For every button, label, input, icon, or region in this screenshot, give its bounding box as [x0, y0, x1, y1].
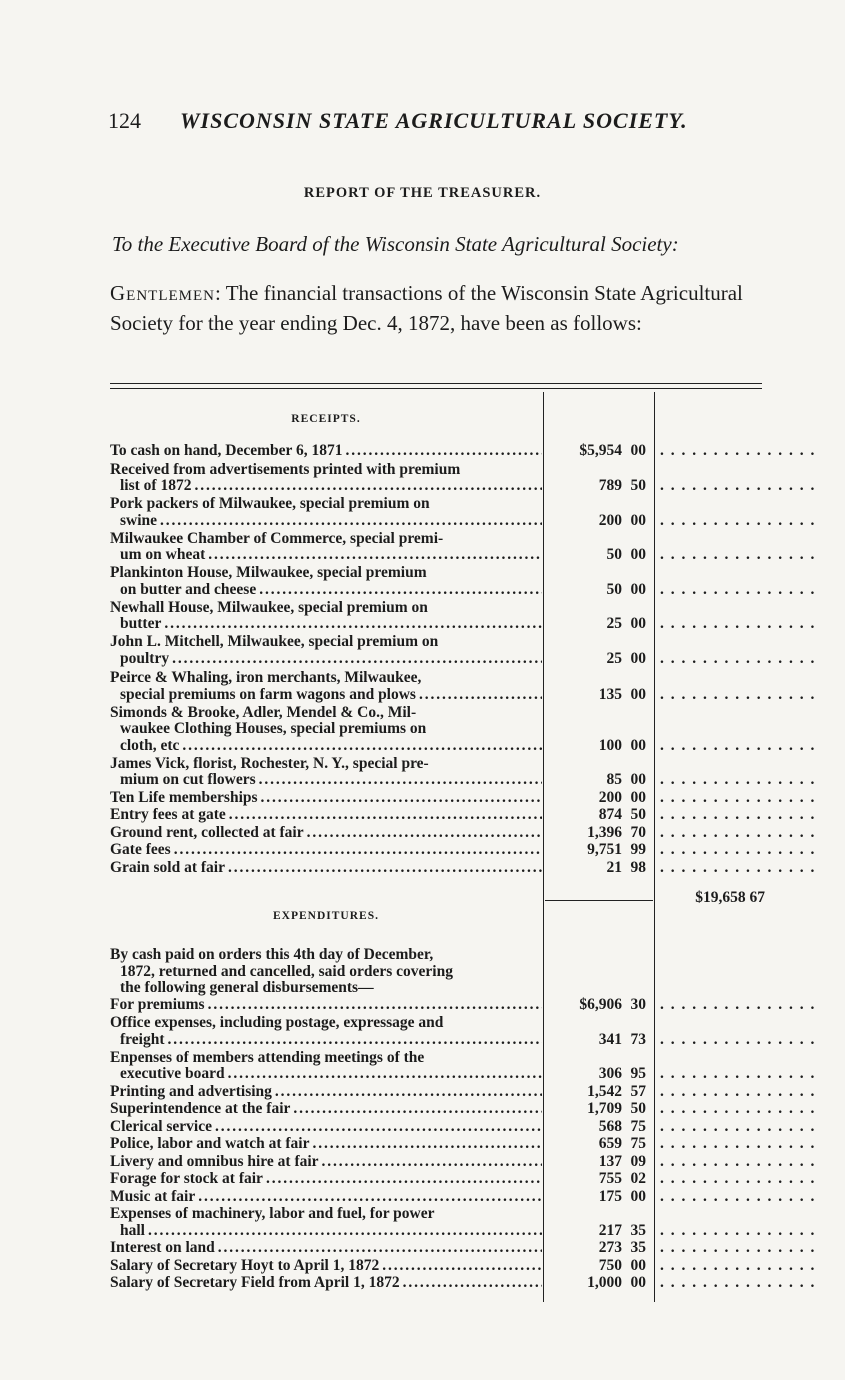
expenditures-item — [110, 1050, 542, 1083]
receipts-amount — [546, 807, 646, 824]
expenditures-item — [110, 1189, 542, 1206]
expenditures-item — [110, 1154, 542, 1171]
total-column-leader: . . . . . . . . . . . . . . . — [660, 1100, 816, 1117]
receipts-item — [110, 531, 542, 564]
amount-dollars: 659 — [598, 1135, 622, 1152]
intro-lead: Gentlemen — [110, 281, 215, 305]
receipts-amount — [546, 443, 646, 460]
amount-cents: 75 — [630, 1117, 646, 1135]
total-column-leader: . . . . . . . . . . . . . . . — [660, 996, 816, 1013]
amount-dollars: 50 — [606, 580, 622, 598]
amount-dollars: 9,751 — [587, 841, 622, 858]
receipts-item — [110, 670, 542, 703]
receipts-heading: RECEIPTS. — [291, 413, 361, 425]
amount-dollars: 135 — [598, 685, 622, 703]
total-column-leader: . . . . . . . . . . . . . . . — [660, 788, 816, 806]
expenditures-amount — [546, 1171, 646, 1188]
expenditures-item — [110, 997, 542, 1014]
receipts-item-line: um on wheat . . . — [110, 547, 542, 564]
subtotal-rule — [545, 900, 653, 901]
receipts-item-line: Ten Life memberships . . . — [110, 790, 542, 807]
expenditures-amount — [546, 1223, 646, 1240]
amount-dollars: 100 — [598, 736, 622, 754]
column-divider-right — [654, 392, 655, 1302]
amount-dollars: 137 — [598, 1152, 622, 1170]
report-title: REPORT OF THE TREASURER. — [303, 185, 542, 201]
expenditures-item — [110, 1171, 542, 1188]
amount-dollars: 1,396 — [587, 823, 622, 841]
expenditures-item — [110, 1119, 542, 1136]
expenditures-amount — [546, 1189, 646, 1206]
total-column-leader: . . . . . . . . . . . . . . . — [660, 442, 816, 459]
amount-cents: 00 — [630, 442, 646, 459]
receipts-item-line: poultry . . . — [110, 651, 542, 668]
total-column-leader: . . . . . . . . . . . . . . . — [660, 736, 816, 754]
column-divider-left — [543, 392, 544, 1302]
amount-cents: 73 — [630, 1030, 646, 1048]
receipts-amount — [546, 513, 646, 530]
total-column-leader: . . . . . . . . . . . . . . . — [660, 1030, 816, 1048]
total-column-leader: . . . . . . . . . . . . . . . — [660, 841, 816, 858]
receipts-item-line: cloth, etc . . . — [110, 738, 542, 755]
total-column-leader: . . . . . . . . . . . . . . . — [660, 511, 816, 529]
receipts-item-line: on butter and cheese . . . — [110, 582, 542, 599]
expenditures-item-line: Salary of Secretary Field from April 1, 1872 . . . — [110, 1275, 542, 1292]
receipts-item — [110, 756, 542, 789]
expenditures-amount — [546, 1136, 646, 1153]
expenditures-amount — [546, 1119, 646, 1136]
receipts-item-line: special premiums on farm wagons and plows . . . — [110, 687, 542, 704]
page-number: 124 — [108, 108, 141, 133]
receipts-amount — [546, 547, 646, 564]
total-column-leader: . . . . . . . . . . . . . . . — [660, 1274, 816, 1291]
expenditures-intro-line: 1872, returned and cancelled, said orders covering — [120, 962, 453, 980]
amount-cents: 99 — [630, 841, 646, 858]
expenditures-item-line: Enpenses of members attending meetings of the — [110, 1048, 425, 1066]
amount-cents: 00 — [630, 736, 646, 754]
expenditures-item-line: For premiums . . . — [110, 997, 542, 1014]
receipts-item-line: Peirce & Whaling, iron merchants, Milwaukee, — [110, 669, 422, 686]
receipts-item-line: Milwaukee Chamber of Commerce, special premi- — [110, 529, 444, 547]
receipts-amount — [546, 790, 646, 807]
receipts-item — [110, 634, 542, 667]
receipts-item — [110, 790, 542, 807]
total-column-leader: . . . . . . . . . . . . . . . — [660, 1221, 816, 1239]
expenditures-item-line: Expenses of machinery, labor and fuel, for power — [110, 1205, 435, 1222]
expenditures-amount — [546, 997, 646, 1014]
amount-dollars: 750 — [598, 1256, 622, 1274]
expenditures-intro — [110, 947, 542, 997]
amount-cents: 70 — [630, 823, 646, 841]
total-column-leader: . . . . . . . . . . . . . . . — [660, 1170, 816, 1187]
expenditures-amount — [546, 1154, 646, 1171]
receipts-item-line: Pork packers of Milwaukee, special premium on — [110, 495, 430, 512]
expenditures-item-line: executive board . . . — [110, 1066, 542, 1083]
amount-cents: 35 — [630, 1221, 646, 1239]
total-column-leader: . . . . . . . . . . . . . . . — [660, 615, 816, 632]
expenditures-item-line: Printing and advertising . . . — [110, 1084, 542, 1101]
amount-cents: 00 — [630, 649, 646, 667]
amount-cents: 00 — [630, 771, 646, 788]
expenditures-amount — [546, 1066, 646, 1083]
amount-dollars: $5,954 — [579, 442, 622, 459]
amount-dollars: 200 — [598, 788, 622, 806]
receipts-item-line: swine . . . — [110, 513, 542, 530]
receipts-amount — [546, 738, 646, 755]
receipts-amount — [546, 860, 646, 877]
amount-dollars: 50 — [606, 546, 622, 563]
expenditures-intro-line: By cash paid on orders this 4th day of December, — [110, 946, 434, 963]
expenditures-item-line: Clerical service . . . — [110, 1119, 542, 1136]
expenditures-item-line: Forage for stock at fair . . . — [110, 1171, 542, 1188]
amount-cents: 95 — [630, 1065, 646, 1082]
amount-dollars: 200 — [598, 511, 622, 529]
total-column-leader: . . . . . . . . . . . . . . . — [660, 1065, 816, 1082]
intro-paragraph — [110, 278, 770, 338]
amount-dollars: 273 — [598, 1239, 622, 1256]
amount-dollars: 874 — [598, 806, 622, 823]
receipts-item-line: To cash on hand, December 6, 1871 . . . — [110, 443, 542, 460]
receipts-item-line: butter . . . — [110, 616, 542, 633]
amount-cents: 09 — [630, 1152, 646, 1170]
expenditures-item-line: Office expenses, including postage, expressage and — [110, 1014, 444, 1031]
expenditures-item — [110, 1258, 542, 1275]
receipts-item-line: Gate fees . . . — [110, 842, 542, 859]
receipts-item-line: list of 1872 . . . — [110, 478, 542, 495]
receipts-item-line: Grain sold at fair . . . — [110, 860, 542, 877]
receipts-item-line: waukee Clothing Houses, special premiums on — [120, 720, 427, 737]
expenditures-item — [110, 1136, 542, 1153]
total-column-leader: . . . . . . . . . . . . . . . — [660, 806, 816, 823]
amount-dollars: 85 — [606, 771, 622, 788]
amount-dollars: 306 — [598, 1065, 622, 1082]
receipts-item-line: Ground rent, collected at fair . . . — [110, 825, 542, 842]
amount-cents: 00 — [630, 1274, 646, 1291]
receipts-item — [110, 705, 542, 755]
expenditures-amount — [546, 1032, 646, 1049]
total-column-leader: . . . . . . . . . . . . . . . — [660, 649, 816, 667]
table-top-rule-2 — [110, 388, 762, 389]
receipts-item-line: Simonds & Brooke, Adler, Mendel & Co., Mil- — [110, 703, 417, 721]
total-column-leader: . . . . . . . . . . . . . . . — [660, 685, 816, 703]
amount-cents: 98 — [630, 858, 646, 876]
expenditures-item-line: freight . . . — [110, 1032, 542, 1049]
amount-dollars: 175 — [598, 1187, 622, 1205]
amount-cents: 00 — [630, 615, 646, 632]
expenditures-item-line: Interest on land . . . — [110, 1240, 542, 1257]
salutation: To the Executive Board of the Wisconsin State Agricultural Society: — [112, 232, 679, 256]
amount-dollars: 1,709 — [587, 1100, 622, 1117]
receipts-item-line: James Vick, florist, Rochester, N. Y., special pre- — [110, 754, 429, 772]
receipts-item-line: John L. Mitchell, Milwaukee, special premium on — [110, 633, 439, 650]
receipts-item — [110, 462, 542, 495]
amount-dollars: 789 — [598, 477, 622, 494]
expenditures-item — [110, 1275, 542, 1292]
amount-dollars: 217 — [598, 1221, 622, 1239]
expenditures-item — [110, 1240, 542, 1257]
expenditures-item-line: Superintendence at the fair . . . — [110, 1101, 542, 1118]
total-column-leader: . . . . . . . . . . . . . . . — [660, 1135, 816, 1152]
intro-text: : The financial transactions of the Wisconsin State Agricultural Society for the year ending Dec. 4, 1872, have been as follows: — [110, 281, 743, 335]
expenditures-item — [110, 1101, 542, 1118]
amount-dollars: 25 — [606, 649, 622, 667]
amount-cents: 00 — [630, 788, 646, 806]
amount-dollars: 341 — [598, 1030, 622, 1048]
receipts-amount — [546, 687, 646, 704]
expenditures-item — [110, 1206, 542, 1239]
expenditures-amount — [546, 1240, 646, 1257]
amount-dollars: 568 — [598, 1117, 622, 1135]
amount-cents: 50 — [630, 806, 646, 823]
receipts-item-line: Plankinton House, Milwaukee, special premium — [110, 564, 427, 581]
amount-dollars: 1,000 — [587, 1274, 622, 1291]
receipts-item — [110, 842, 542, 859]
amount-cents: 30 — [630, 996, 646, 1013]
receipts-amount — [546, 772, 646, 789]
receipts-amount — [546, 842, 646, 859]
expenditures-item-line: Police, labor and watch at fair . . . — [110, 1136, 542, 1153]
amount-cents: 00 — [630, 511, 646, 529]
amount-cents: 02 — [630, 1170, 646, 1187]
receipts-amount — [546, 582, 646, 599]
receipts-item — [110, 443, 542, 460]
receipts-amount — [546, 478, 646, 495]
total-column-leader: . . . . . . . . . . . . . . . — [660, 1082, 816, 1100]
receipts-item — [110, 807, 542, 824]
total-column-leader: . . . . . . . . . . . . . . . — [660, 1187, 816, 1205]
amount-cents: 35 — [630, 1239, 646, 1256]
amount-cents: 00 — [630, 580, 646, 598]
expenditures-item-line: hall . . . — [110, 1223, 542, 1240]
total-column-leader: . . . . . . . . . . . . . . . — [660, 858, 816, 876]
amount-cents: 50 — [630, 477, 646, 494]
expenditures-amount — [546, 1258, 646, 1275]
amount-cents: 75 — [630, 1135, 646, 1152]
amount-cents: 50 — [630, 1100, 646, 1117]
receipts-item-line: Entry fees at gate . . . — [110, 807, 542, 824]
receipts-item — [110, 600, 542, 633]
total-column-leader: . . . . . . . . . . . . . . . — [660, 771, 816, 788]
total-column-leader: . . . . . . . . . . . . . . . — [660, 1117, 816, 1135]
amount-cents: 00 — [630, 1256, 646, 1274]
expenditures-item — [110, 1084, 542, 1101]
total-column-leader: . . . . . . . . . . . . . . . — [660, 1256, 816, 1274]
total-column-leader: . . . . . . . . . . . . . . . — [660, 1239, 816, 1256]
expenditures-item-line: Salary of Secretary Hoyt to April 1, 1872 . . . — [110, 1258, 542, 1275]
receipts-item — [110, 825, 542, 842]
amount-dollars: 1,542 — [587, 1082, 622, 1100]
total-column-leader: . . . . . . . . . . . . . . . — [660, 1152, 816, 1170]
amount-cents: 00 — [630, 685, 646, 703]
expenditures-item-line: Music at fair . . . — [110, 1189, 542, 1206]
amount-cents: 00 — [630, 1187, 646, 1205]
amount-dollars: 21 — [606, 858, 622, 876]
expenditures-heading: EXPENDITURES. — [273, 910, 379, 922]
running-header — [108, 108, 708, 134]
amount-dollars: 755 — [598, 1170, 622, 1187]
receipts-amount — [546, 651, 646, 668]
amount-dollars: $6,906 — [579, 996, 622, 1013]
expenditures-item-line: Livery and omnibus hire at fair . . . — [110, 1154, 542, 1171]
amount-cents: 00 — [630, 546, 646, 563]
receipts-amount — [546, 825, 646, 842]
amount-cents: 57 — [630, 1082, 646, 1100]
expenditures-amount — [546, 1101, 646, 1118]
receipts-item — [110, 860, 542, 877]
expenditures-intro-line: the following general disbursements— — [120, 979, 374, 996]
running-title: WISCONSIN STATE AGRICULTURAL SOCIETY. — [180, 108, 688, 133]
expenditures-amount — [546, 1275, 646, 1292]
receipts-item-line: Newhall House, Milwaukee, special premium on — [110, 598, 428, 616]
receipts-item-line: mium on cut flowers . . . — [110, 772, 542, 789]
receipts-amount — [546, 616, 646, 633]
receipts-item-line: Received from advertisements printed with premium — [110, 460, 461, 478]
total-column-leader: . . . . . . . . . . . . . . . — [660, 546, 816, 563]
total-column-leader: . . . . . . . . . . . . . . . — [660, 823, 816, 841]
amount-dollars: 25 — [606, 615, 622, 632]
receipts-item — [110, 565, 542, 598]
expenditures-item — [110, 1015, 542, 1048]
receipts-item — [110, 496, 542, 529]
total-column-leader: . . . . . . . . . . . . . . . — [660, 477, 816, 494]
table-top-rule — [110, 383, 762, 384]
total-column-leader: . . . . . . . . . . . . . . . — [660, 580, 816, 598]
expenditures-amount — [546, 1084, 646, 1101]
receipts-total: $19,658 67 — [695, 889, 765, 906]
